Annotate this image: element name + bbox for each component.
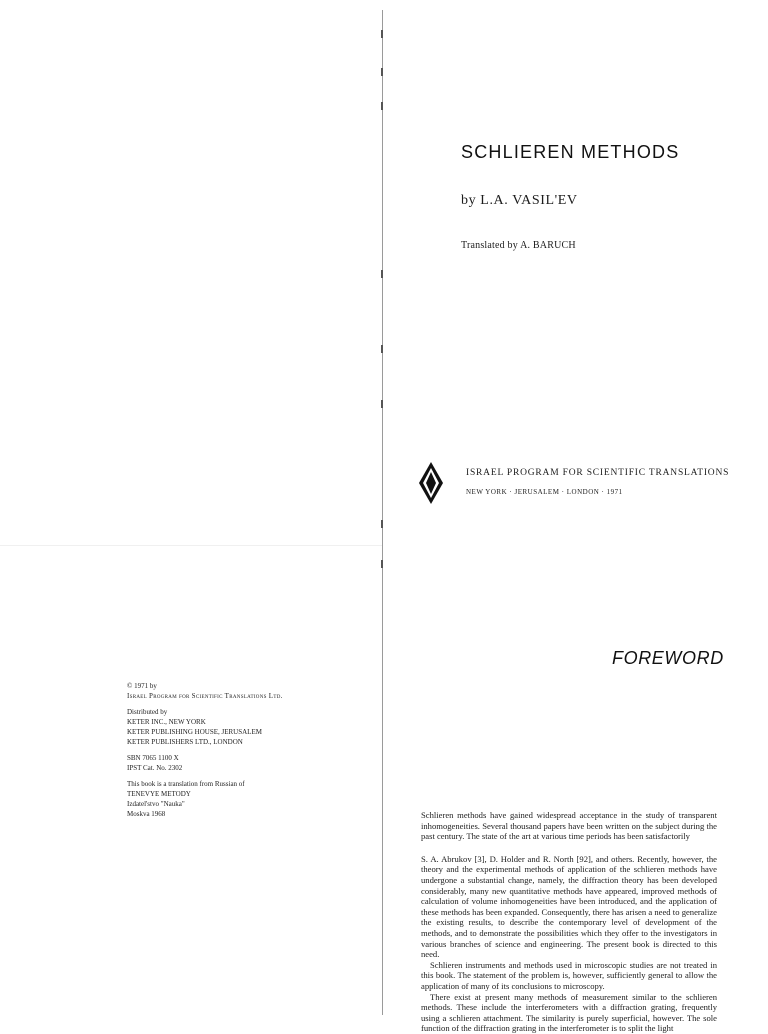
copyright-holder: Israel Program for Scientific Translations Ltd. <box>127 692 283 700</box>
distributed-by-label: Distributed by <box>127 708 168 716</box>
book-title: SCHLIEREN METHODS <box>461 142 680 162</box>
diamond-logo-icon <box>418 461 444 505</box>
foreword-paragraph: S. A. Abrukov [3], D. Holder and R. North [92], and others. Recently, however, the theory and the experimental methods of application of the schlieren methods have undergone a substantial change, namely, the diffraction theory has been developed considerably, many new quantitative methods have appeared, improved methods of calculation of volume inhomogeneities have been introduced, and the application of these methods has been expanded. Consequently, there has arisen a need to generalize the existing results, to describe the contemporary level of development of the methods, and to demonstrate the possibilities which they offer to the investigators in various branches of science and engineering. The present book is directed to this need. <box>421 853 717 960</box>
original-place: Moskva 1968 <box>127 810 166 818</box>
foreword-paragraph: Schlieren instruments and methods used in microscopic studies are not treated in this book. The statement of the problem is, however, sufficiently general to allow the application of many of its conclusions to microscopy. <box>421 959 717 991</box>
gutter-mark <box>381 30 383 38</box>
publisher-cities: NEW YORK · JERUSALEM · LONDON · 1971 <box>466 488 623 496</box>
distributor-line: KETER INC., NEW YORK <box>127 718 206 726</box>
original-publisher: Izdatel'stvo "Nauka" <box>127 800 185 808</box>
foreword-heading: FOREWORD <box>612 648 724 668</box>
original-title: TENEVYE METODY <box>127 790 191 798</box>
translation-note: This book is a translation from Russian of <box>127 780 245 788</box>
isbn-line: SBN 7065 1100 X <box>127 754 179 762</box>
gutter-mark <box>381 520 383 528</box>
copyright-line: © 1971 by <box>127 682 157 690</box>
foreword-body <box>421 810 717 1034</box>
gutter-mark <box>381 345 383 353</box>
page-fold <box>0 545 382 546</box>
gutter-mark <box>381 270 383 278</box>
publisher-name: ISRAEL PROGRAM FOR SCIENTIFIC TRANSLATIONS <box>466 468 730 478</box>
book-translator: Translated by A. BARUCH <box>461 240 576 251</box>
distributor-line: KETER PUBLISHING HOUSE, JERUSALEM <box>127 728 262 736</box>
foreword-paragraph: There exist at present many methods of measurement similar to the schlieren methods. These include the interferometers with a diffraction grating, frequently using a schlieren attachment. The similarity is purely superficial, however. The sole function of the diffraction grating in the interferometer is to split the light <box>421 991 717 1034</box>
book-author: by L.A. VASIL'EV <box>461 193 578 208</box>
distributor-line: KETER PUBLISHERS LTD., LONDON <box>127 738 243 746</box>
imprint-block <box>127 681 283 819</box>
spread-gutter-line <box>382 10 383 1015</box>
gutter-mark <box>381 560 383 568</box>
gutter-mark <box>381 68 383 76</box>
ipst-catalog-line: IPST Cat. No. 2302 <box>127 764 183 772</box>
foreword-paragraph: Schlieren methods have gained widespread acceptance in the study of transparent inhomogeneities. Several thousand papers have been written on the subject during the past century. The state of the art at various time periods has been satisfactorily <box>421 810 717 842</box>
gutter-mark <box>381 400 383 408</box>
gutter-mark <box>381 102 383 110</box>
